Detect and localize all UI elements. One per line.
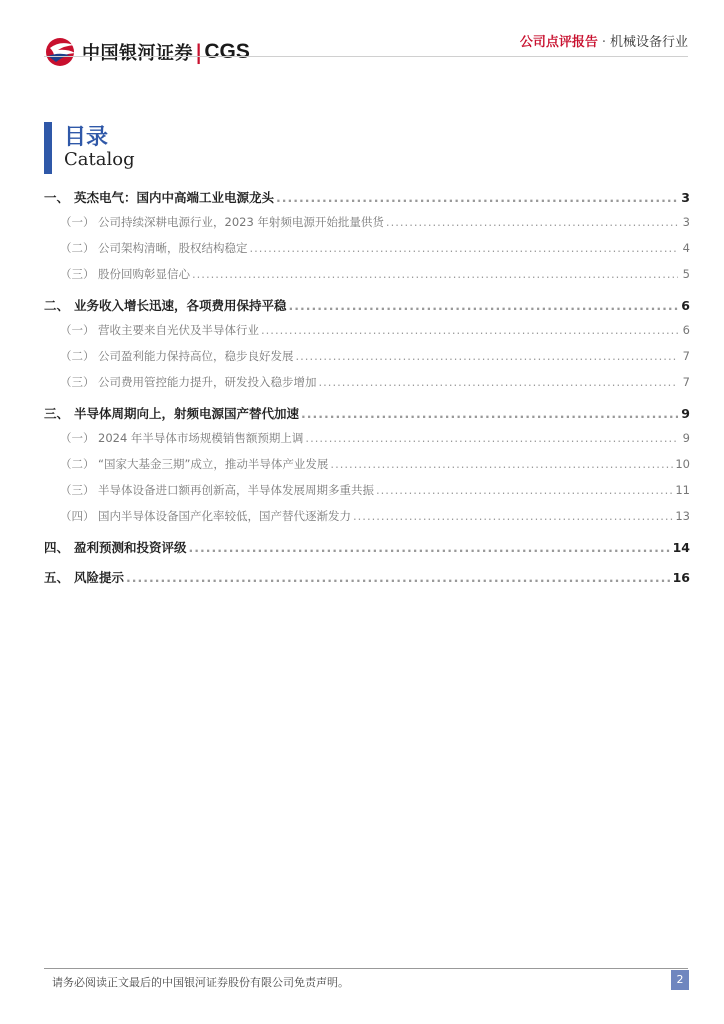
toc-entry-title: 公司费用管控能力提升，研发投入稳步增加 bbox=[98, 375, 317, 389]
toc-entry-title: 风险提示 bbox=[74, 570, 125, 585]
title-english: Catalog bbox=[64, 149, 135, 170]
toc-entry-number: 二、 bbox=[44, 298, 70, 313]
logo-separator: | bbox=[195, 40, 203, 64]
toc-entry-page: 7 bbox=[682, 349, 690, 363]
header-divider bbox=[44, 56, 688, 57]
company-logo bbox=[44, 36, 250, 68]
toc-dot-leader bbox=[261, 323, 678, 337]
toc-entry-page: 4 bbox=[682, 241, 690, 255]
toc-section-entry[interactable] bbox=[44, 188, 690, 214]
toc-entry-title: 英杰电气：国内中高端工业电源龙头 bbox=[74, 190, 275, 205]
toc-entry-page: 6 bbox=[681, 298, 690, 313]
toc-entry-title: 半导体周期向上，射频电源国产替代加速 bbox=[74, 406, 300, 421]
toc-subsection-entry[interactable] bbox=[44, 348, 690, 374]
toc-section-entry[interactable] bbox=[44, 538, 690, 564]
toc-subsection-entry[interactable] bbox=[44, 430, 690, 456]
toc-dot-leader bbox=[250, 241, 679, 255]
toc-entry-title: 业务收入增长迅速，各项费用保持平稳 bbox=[74, 298, 287, 313]
toc-dot-leader bbox=[386, 215, 678, 229]
toc-entry-page: 3 bbox=[682, 215, 690, 229]
toc-entry-page: 3 bbox=[681, 190, 690, 205]
toc-entry-title: 公司盈利能力保持高位，稳步良好发展 bbox=[98, 349, 294, 363]
toc-entry-page: 16 bbox=[672, 570, 690, 585]
toc-subsection-entry[interactable] bbox=[44, 374, 690, 400]
toc-entry-number: （一） bbox=[60, 215, 95, 229]
toc-section-entry[interactable] bbox=[44, 296, 690, 322]
toc-entry-number: （一） bbox=[60, 431, 95, 445]
toc-entry-title: 半导体设备进口额再创新高，半导体发展周期多重共振 bbox=[98, 483, 374, 497]
report-type: 公司点评报告 bbox=[519, 35, 598, 50]
category-separator: · bbox=[601, 35, 606, 50]
toc-dot-leader bbox=[319, 375, 679, 389]
toc-entry-page: 14 bbox=[672, 540, 690, 555]
cgs-logo-icon bbox=[44, 36, 78, 68]
industry-label: 机械设备行业 bbox=[609, 35, 688, 50]
toc-entry-page: 11 bbox=[675, 483, 690, 497]
report-category bbox=[520, 31, 688, 50]
toc-entry-title: “国家大基金三期”成立，推动半导体产业发展 bbox=[98, 457, 329, 471]
toc-entry-number: 三、 bbox=[44, 406, 70, 421]
toc-entry-page: 9 bbox=[682, 431, 690, 445]
toc-entry-number: （三） bbox=[60, 483, 95, 497]
toc-dot-leader bbox=[126, 570, 671, 585]
toc-entry-number: 五、 bbox=[44, 570, 70, 585]
toc-entry-number: （四） bbox=[60, 509, 95, 523]
toc-subsection-entry[interactable] bbox=[44, 240, 690, 266]
toc-dot-leader bbox=[330, 457, 673, 471]
toc-entry-title: 2024 年半导体市场规模销售额预期上调 bbox=[98, 431, 304, 445]
logo-abbreviation: CGS bbox=[204, 40, 250, 63]
toc-subsection-entry[interactable] bbox=[44, 456, 690, 482]
toc-entry-title: 股份回购彰显信心 bbox=[98, 267, 190, 281]
toc-dot-leader bbox=[189, 540, 671, 555]
title-chinese: 目录 bbox=[64, 125, 109, 150]
toc-entry-title: 公司持续深耕电源行业，2023 年射频电源开始批量供货 bbox=[98, 215, 384, 229]
toc-entry-number: （二） bbox=[60, 241, 95, 255]
title-accent-bar bbox=[44, 122, 52, 174]
toc-entry-number: （一） bbox=[60, 323, 95, 337]
toc-entry-page: 10 bbox=[675, 457, 690, 471]
toc-subsection-entry[interactable] bbox=[44, 508, 690, 534]
toc-entry-page: 7 bbox=[682, 375, 690, 389]
toc-entry-title: 盈利预测和投资评级 bbox=[74, 540, 187, 555]
footer-divider bbox=[44, 968, 688, 969]
toc-dot-leader bbox=[192, 267, 678, 281]
toc-entry-number: 一、 bbox=[44, 190, 70, 205]
toc-subsection-entry[interactable] bbox=[44, 266, 690, 292]
toc-entry-number: （二） bbox=[60, 457, 95, 471]
toc-subsection-entry[interactable] bbox=[44, 214, 690, 240]
toc-section-entry[interactable] bbox=[44, 568, 690, 594]
toc-section-entry[interactable] bbox=[44, 404, 690, 430]
page-header bbox=[0, 0, 724, 110]
toc-dot-leader bbox=[301, 406, 678, 421]
footer-disclaimer: 请务必阅读正文最后的中国银河证券股份有限公司免责声明。 bbox=[52, 976, 349, 989]
toc-dot-leader bbox=[353, 509, 673, 523]
toc-subsection-entry[interactable] bbox=[44, 482, 690, 508]
toc-entry-number: 四、 bbox=[44, 540, 70, 555]
table-of-contents bbox=[44, 188, 690, 594]
toc-dot-leader bbox=[305, 431, 678, 445]
page-number-badge: 2 bbox=[671, 970, 689, 990]
toc-entry-page: 13 bbox=[675, 509, 690, 523]
toc-entry-title: 国内半导体设备国产化率较低，国产替代逐渐发力 bbox=[98, 509, 351, 523]
toc-entry-number: （三） bbox=[60, 375, 95, 389]
toc-entry-title: 营收主要来自光伏及半导体行业 bbox=[98, 323, 259, 337]
toc-entry-page: 6 bbox=[682, 323, 690, 337]
toc-entry-number: （三） bbox=[60, 267, 95, 281]
toc-entry-page: 5 bbox=[682, 267, 690, 281]
toc-dot-leader bbox=[289, 298, 678, 313]
toc-dot-leader bbox=[276, 190, 678, 205]
toc-dot-leader bbox=[296, 349, 679, 363]
toc-entry-title: 公司架构清晰，股权结构稳定 bbox=[98, 241, 248, 255]
logo-company-name: 中国银河证券 bbox=[82, 43, 193, 64]
toc-entry-page: 9 bbox=[681, 406, 690, 421]
toc-subsection-entry[interactable] bbox=[44, 322, 690, 348]
toc-dot-leader bbox=[376, 483, 673, 497]
toc-entry-number: （二） bbox=[60, 349, 95, 363]
